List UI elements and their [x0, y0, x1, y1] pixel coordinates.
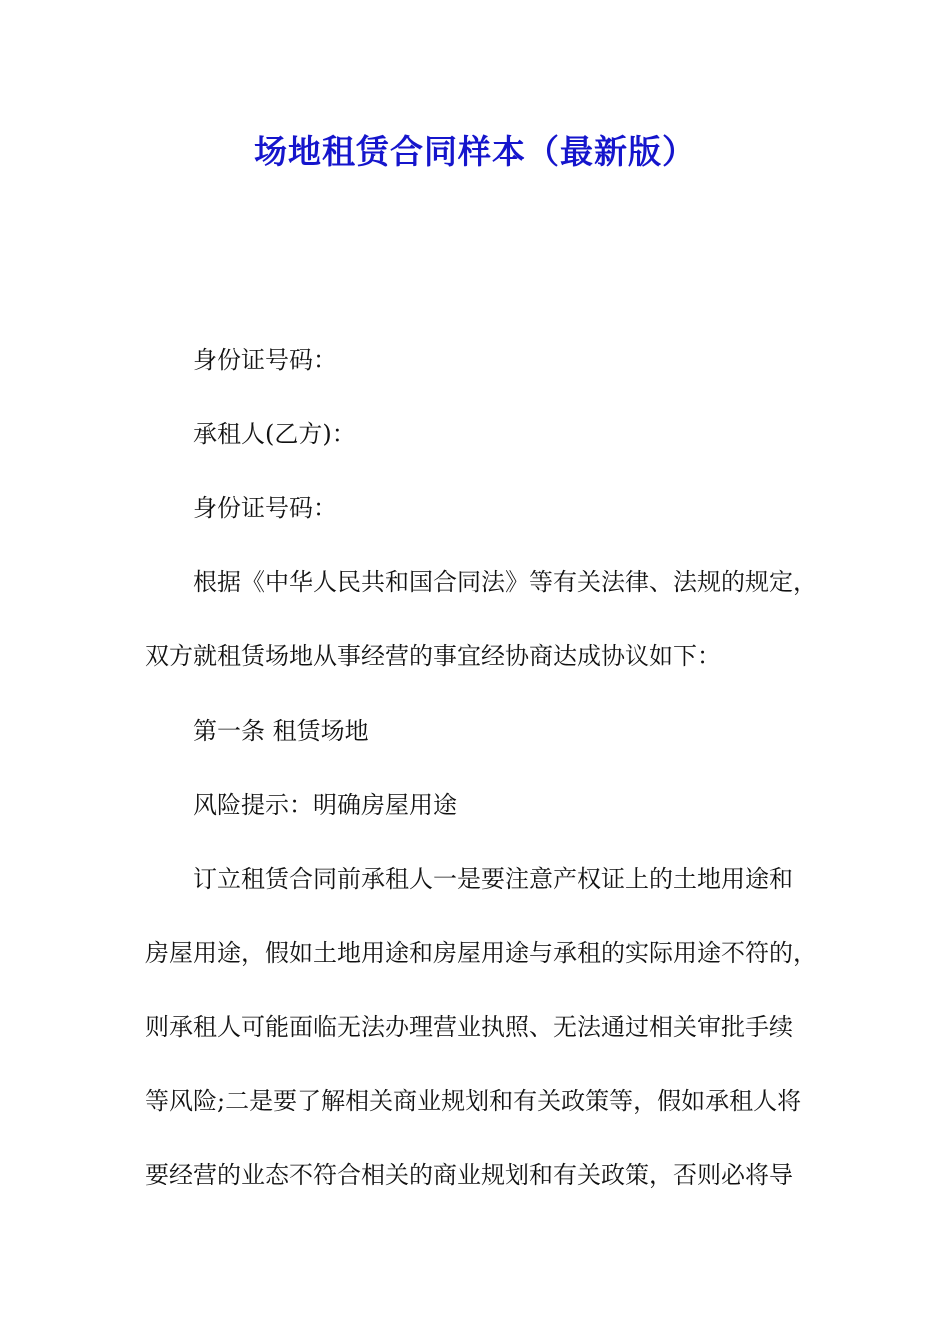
document-title: 场地租赁合同样本（最新版）: [254, 132, 696, 171]
paragraph-line: 订立租赁合同前承租人一是要注意产权证上的土地用途和: [193, 865, 793, 893]
paragraph-line: 根据《中华人民共和国合同法》等有关法律、法规的规定，: [193, 568, 817, 596]
id-number-label-2: 身份证号码：: [193, 494, 337, 522]
paragraph-line: 则承租人可能面临无法办理营业执照、无法通过相关审批手续: [145, 1013, 793, 1041]
paragraph-line: 等风险;二是要了解相关商业规划和有关政策等，假如承租人将: [145, 1087, 802, 1115]
id-number-label-1: 身份证号码：: [193, 346, 337, 374]
paragraph-line: 双方就租赁场地从事经营的事宜经协商达成协议如下：: [145, 642, 721, 670]
article-heading: 第一条 租赁场地: [193, 717, 369, 745]
lessee-label: 承租人(乙方)：: [193, 420, 356, 448]
paragraph-line: 要经营的业态不符合相关的商业规划和有关政策，否则必将导: [145, 1161, 793, 1189]
risk-tip: 风险提示：明确房屋用途: [193, 791, 457, 819]
paragraph-line: 房屋用途，假如土地用途和房屋用途与承租的实际用途不符的，: [145, 939, 817, 967]
